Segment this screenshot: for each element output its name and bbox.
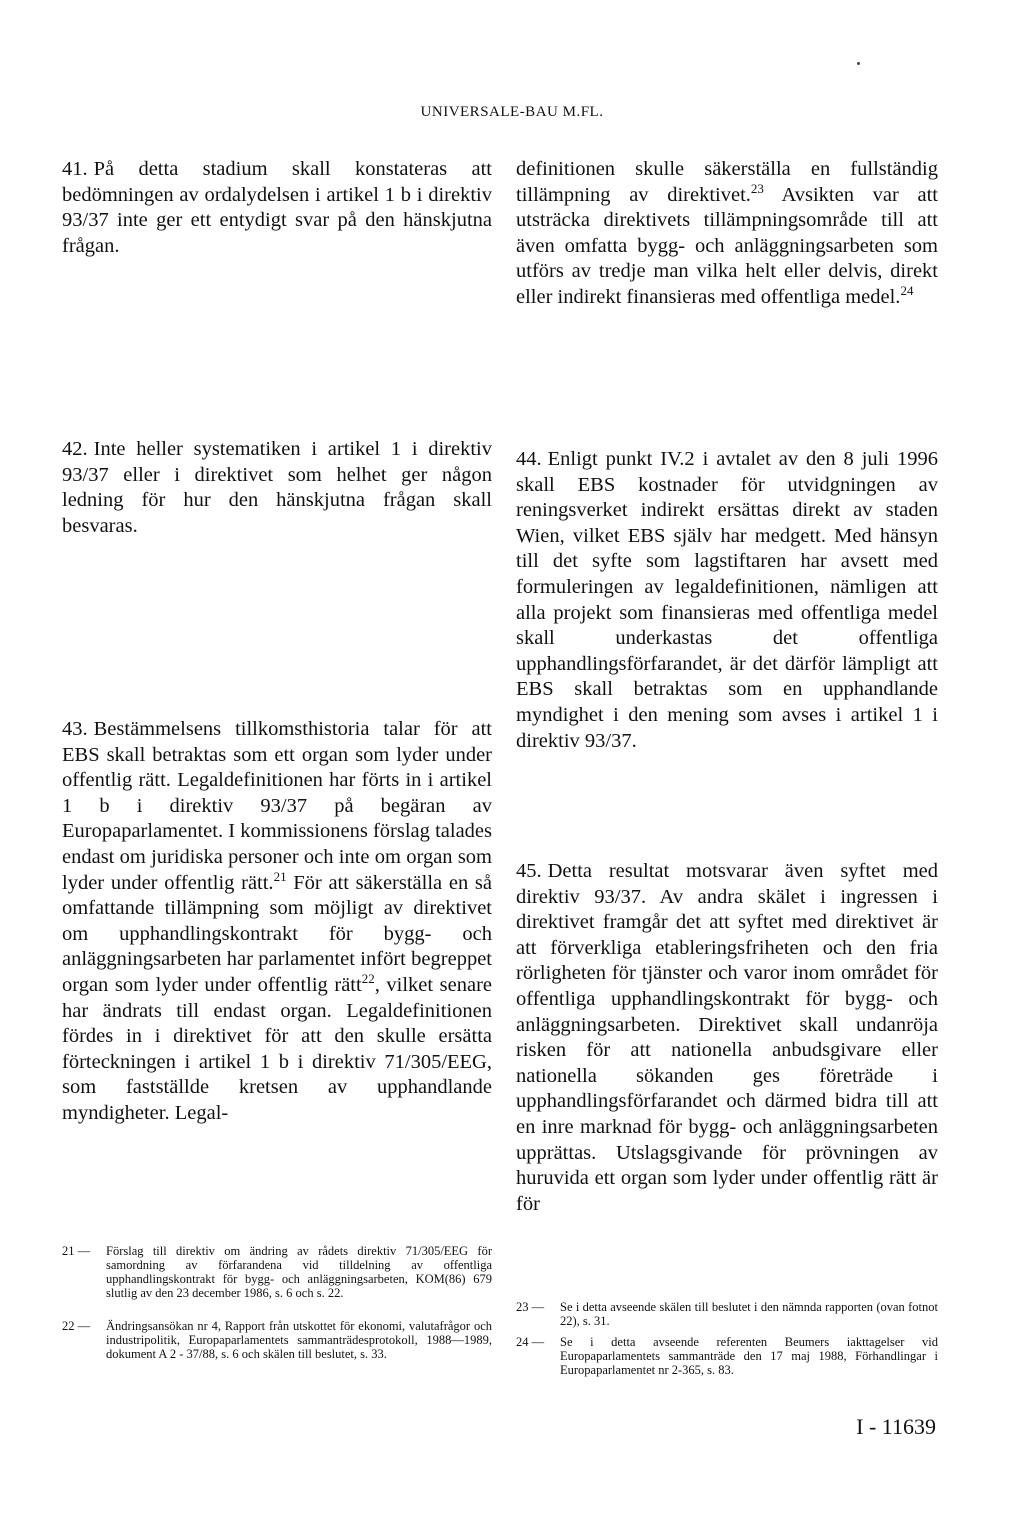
paragraph-43-continued xyxy=(516,157,938,311)
footnote-text: Se i detta avseende skälen till beslutet i den nämnda rapporten (ovan fotnot 22), s. 31. xyxy=(560,1300,938,1328)
paragraph-number: 43. xyxy=(62,718,88,740)
footnote-text: Se i detta avseende referenten Beumers iakttagelser vid Europaparlamentets sammanträde den 17 maj 1988, Förhandlingar i Europaparlamentet nr 2-365, s. 83. xyxy=(560,1335,938,1377)
running-head: UNIVERSALE-BAU M.FL. xyxy=(420,104,604,120)
footnote-dash: — xyxy=(77,1319,91,1333)
paragraph-text: , vilket senare har ändrats till endast organ. Legaldefinitionen fördes in i direktivet för att den skulle ersätta förteckningen i artikel 1 b i direktiv 71/305/EEG, som fastställde kretsen av upphandlande myndigheter. Legal- xyxy=(62,973,492,1124)
paragraph-41 xyxy=(62,157,492,259)
footnote-dash: — xyxy=(531,1300,545,1314)
stray-mark xyxy=(857,62,860,65)
footnote-21 xyxy=(62,1244,492,1300)
footnote-number: 22 xyxy=(62,1319,75,1333)
footnote-text: Ändringsansökan nr 4, Rapport från utskottet för ekonomi, valutafrågor och industripolitik, Europaparlamentets sammanträdesprotokoll, 1988—1989, dokument A 2 - 37/88, s. 6 och skälen till beslutet, s. 33. xyxy=(106,1319,492,1361)
footnote-24 xyxy=(516,1335,938,1377)
paragraph-text: På detta stadium skall konstateras att bedömningen av ordalydelsen i artikel 1 b i direktiv 93/37 inte ger ett entydigt svar på den hänskjutna frågan. xyxy=(62,158,492,257)
paragraph-number: 44. xyxy=(516,448,542,470)
footnote-ref[interactable]: 24 xyxy=(900,283,914,299)
paragraph-text: Detta resultat motsvarar även syftet med direktiv 93/37. Av andra skälet i ingressen i direktivet framgår det att syftet med direktivet är att förverkliga etableringsfriheten och den fria rörligheten för tjänster och varor inom området för offentliga upphandlingskontrakt för bygg- och anläggningsarbeten. Direktivet skall undanröja risken för att nationella anbudsgivare eller nationella sökanden ges företräde i upphandlingsförfarandet och därmed bidra till att en inre marknad för bygg- och anläggningsarbeten upprättas. Utslagsgivande för prövningen av huruvida ett organ som lyder under offentlig rätt är för xyxy=(516,860,938,1215)
footnote-ref[interactable]: 23 xyxy=(750,180,764,196)
page-number: I - 11639 xyxy=(856,1414,936,1439)
footnote-dash: — xyxy=(77,1244,91,1258)
paragraph-text: Bestämmelsens tillkomsthistoria talar för att EBS skall betraktas som ett organ som lyder under offentlig rätt. Legaldefinitionen har förts in i artikel 1 b i direktiv 93/37 på begäran av Europaparlamentet. I kommissionens förslag talades endast om juridiska personer och inte om organ som lyder under offentlig rätt. xyxy=(62,718,492,894)
footnote-22 xyxy=(62,1319,492,1361)
paragraph-text: definitionen skulle säkerställa en fullständig tillämpning av direktivet. xyxy=(516,158,938,206)
paragraph-44 xyxy=(516,447,938,754)
footnote-number: 24 xyxy=(516,1335,529,1349)
paragraph-text: Enligt punkt IV.2 i avtalet av den 8 juli 1996 skall EBS kostnader för utvidgningen av reningsverket indirekt ersättas direkt av staden Wien, vilket EBS själv har medgett. Med hänsyn till det syfte som lagstiftaren har avsett med formuleringen av legaldefinitionen, nämligen att alla projekt som finansieras med offentliga medel skall underkastas det offentliga upphandlingsförfarandet, är det därför lämpligt att EBS skall betraktas som en upphandlande myndighet i den mening som avses i artikel 1 i direktiv 93/37. xyxy=(516,448,938,752)
footnote-text: Förslag till direktiv om ändring av rådets direktiv 71/305/EEG för samordning av förfarandena vid tilldelning av offentliga upphandlingskontrakt för bygg- och anläggningsarbeten, KOM(86) 679 slutlig av den 23 december 1986, s. 6 och s. 22. xyxy=(106,1244,492,1300)
paragraph-45 xyxy=(516,859,938,1217)
footnote-23 xyxy=(516,1300,938,1328)
paragraph-43 xyxy=(62,717,492,1127)
paragraph-42 xyxy=(62,437,492,539)
footnote-ref[interactable]: 22 xyxy=(361,971,375,987)
footnote-ref[interactable]: 21 xyxy=(273,868,287,884)
footnote-number: 21 xyxy=(62,1244,75,1258)
footnote-dash: — xyxy=(531,1335,545,1349)
paragraph-text: För att säkerställa en så omfattande tillämpning som möjligt av direktivet om upphandlingskontrakt för bygg- och anläggningsarbeten har parlamentet infört begreppet organ som lyder under offentlig rätt xyxy=(62,871,492,996)
paragraph-text: Inte heller systematiken i artikel 1 i direktiv 93/37 eller i direktivet som helhet ger någon ledning för hur den hänskjutna frågan skall besvaras. xyxy=(62,438,492,537)
footnote-number: 23 xyxy=(516,1300,529,1314)
paragraph-text: Avsikten var att utsträcka direktivets tillämpningsområde till att även omfatta bygg- och anläggningsarbeten som utförs av tredje man vilka helt eller delvis, direkt eller indirekt finansieras med offentliga medel. xyxy=(516,183,938,308)
paragraph-number: 42. xyxy=(62,438,88,460)
paragraph-number: 41. xyxy=(62,158,88,180)
paragraph-number: 45. xyxy=(516,860,542,882)
